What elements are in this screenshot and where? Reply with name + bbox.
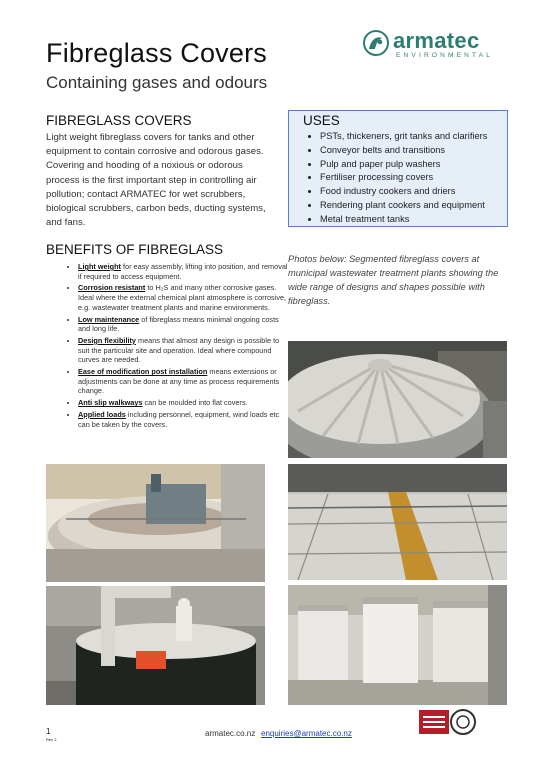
photo-caption: Photos below: Segmented fibreglass covers at municipal wastewater treatment plants showing the wide range of designs and shapes possible with fibreglass. (288, 254, 499, 306)
list-item: • Fertiliser processing covers (320, 171, 487, 185)
benefit-term: Anti slip walkways (78, 398, 143, 408)
benefit-term: Corrosion resistant (78, 283, 146, 293)
list-item: • Pulp and paper pulp washers (320, 158, 487, 172)
uses-heading: USES (303, 113, 340, 128)
benefit-text: for easy assembly, lifting into position, and removal if required to access equipment. (78, 262, 288, 281)
page-number: 1 (46, 727, 51, 736)
uses-list (303, 130, 487, 227)
benefits-list (62, 262, 290, 431)
list-item (78, 336, 290, 365)
logo-icon (363, 30, 389, 56)
logo-subtitle: ENVIRONMENTAL (396, 52, 494, 59)
benefit-term: Applied loads (78, 409, 126, 419)
page-subtitle: Containing gases and odours (46, 73, 268, 92)
benefit-text: can be moulded into flat covers. (142, 398, 248, 408)
benefit-text: including personnel, equipment, wind loads etc can be taken by the covers. (78, 409, 280, 429)
fibreglass-covers-heading: FIBREGLASS COVERS (46, 113, 192, 128)
list-item (78, 410, 290, 429)
uses-panel (288, 110, 508, 227)
certification-icon (419, 707, 477, 737)
list-item (78, 367, 290, 396)
revision-label: Rev 2 (46, 737, 57, 742)
photo-radial-cover (288, 341, 507, 458)
benefit-term: Ease of modification post installation (78, 367, 208, 377)
logo-name: armatec (393, 28, 480, 53)
website-link[interactable]: armatec.co.nz (205, 729, 256, 738)
photo-tank-walkway (46, 464, 265, 582)
benefit-text: to H₂S and many other corrosive gases. Ideal where the external chemical plant atmosphere is corrosive, e.g. wastewater treatment plants and marine environments. (78, 283, 287, 312)
benefit-text: means that almost any design is possible to suit the particular site and operation. Ideal where compound curves are needed. (78, 335, 280, 365)
list-item: • Metal treatment tanks (320, 213, 487, 227)
photo-box-covers (288, 585, 507, 705)
armatec-logo (363, 28, 503, 66)
photo-tank-pipes (46, 586, 265, 705)
benefit-term: Light weight (78, 262, 121, 271)
list-item (78, 315, 290, 334)
list-item (78, 283, 290, 312)
list-item: • PSTs, thickeners, grit tanks and clarifiers (320, 130, 487, 144)
list-item: • Conveyor belts and transitions (320, 144, 487, 158)
benefit-text: of fibreglass means minimal ongoing costs and long life. (78, 314, 279, 334)
fibreglass-covers-body: Light weight fibreglass covers for tanks and other equipment to contain corrosive and odorous gases. Covering and hooding of a noxious or odorous process is the first important step in controlling air pollution; contact ARMATEC for wet scrubbers, biological scrubbers, carbon beds, ducting systems, and fans. (46, 132, 266, 229)
list-item (78, 398, 290, 408)
benefit-text: means extensions or adjustments can be done at any time as process requirements change. (78, 367, 280, 396)
certification-badges (419, 707, 477, 737)
email-link[interactable]: enquiries@armatec.co.nz (261, 729, 352, 738)
list-item: • Rendering plant cookers and equipment (320, 199, 487, 213)
photo-flat-covers (288, 464, 507, 580)
benefits-heading: BENEFITS OF FIBREGLASS (46, 242, 224, 257)
list-item: • Food industry cookers and driers (320, 185, 487, 199)
list-item (78, 262, 290, 281)
benefit-term: Design flexibility (78, 335, 136, 345)
page-title: Fibreglass Covers (46, 38, 267, 68)
benefit-term: Low maintenance (78, 314, 140, 324)
